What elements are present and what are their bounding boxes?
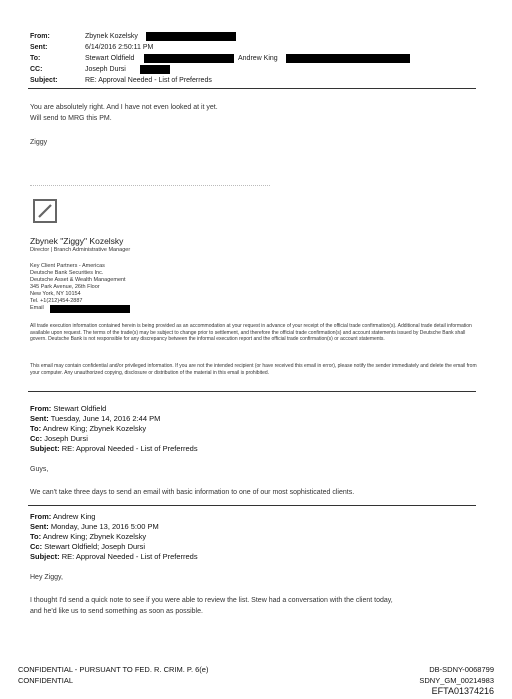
cc-label: Cc: [30, 542, 43, 551]
message-greeting: Guys, [30, 466, 49, 473]
message-divider [28, 505, 476, 506]
reply-line-2: Will send to MRG this PM. [30, 115, 112, 122]
header-divider [28, 88, 476, 89]
message-greeting: Hey Ziggy, [30, 574, 63, 581]
message-body-line-2: and he'd like us to send something as soon as possible. [30, 608, 203, 615]
footer-confidential: CONFIDENTIAL [18, 676, 74, 685]
from-label: From: [30, 404, 52, 413]
subject-label: Subject: [30, 77, 58, 84]
cc-value: Joseph Dursi [44, 434, 88, 443]
from-value: Zbynek Kozelsky [85, 33, 138, 40]
cc-label: CC: [30, 66, 43, 73]
from-value: Andrew King [52, 512, 96, 521]
company-logo-icon [33, 199, 57, 223]
sent-label: Sent: [30, 522, 49, 531]
sent-value: Tuesday, June 14, 2016 2:44 PM [50, 414, 161, 423]
subject-label: Subject: [30, 552, 60, 561]
footer-confidential-notice: CONFIDENTIAL - PURSUANT TO FED. R. CRIM. P. 6(e) [18, 665, 209, 674]
to-value: Stewart Oldfield [85, 55, 135, 62]
signature-name: Zbynek "Ziggy" Kozelsky [30, 236, 124, 246]
to-value-2: Andrew King [238, 55, 278, 62]
signature-line: Deutsche Asset & Wealth Management [30, 277, 126, 283]
subject-value: RE: Approval Needed - List of Preferreds [61, 552, 198, 561]
signature-line: Tel. +1(212)454-2887 [30, 298, 83, 304]
sent-value: 6/14/2016 2:50:11 PM [85, 44, 154, 51]
signature-line: New York, NY 10154 [30, 291, 81, 297]
redaction-box [50, 305, 130, 313]
signature-divider [30, 185, 270, 186]
signature-line: 345 Park Avenue, 26th Floor [30, 284, 100, 290]
signature-line: Deutsche Bank Securities Inc. [30, 270, 104, 276]
subject-value: RE: Approval Needed - List of Preferreds [85, 77, 212, 84]
signature-line: Key Client Partners - Americas [30, 263, 105, 269]
redaction-box [146, 32, 236, 41]
from-value: Stewart Oldfield [53, 404, 107, 413]
subject-label: Subject: [30, 444, 60, 453]
cc-value: Stewart Oldfield; Joseph Dursi [44, 542, 146, 551]
cc-value: Joseph Dursi [85, 66, 126, 73]
to-label: To: [30, 532, 42, 541]
trade-disclaimer: All trade execution information contained herein is being provided as an accommodation at your request in advance of your receipt of the official trade confirmation(s). Additional trade detail information available upon request. The terms of the trade(s) may be subject to change prior to settlement, and therefore the official trade confirmation(s) and account statements issued by Deutsche Bank shall govern. Deutsche Bank is not responsible for any discrepancy between the informal execution report and the official trade confirmation(s) or account statements. [30, 323, 472, 342]
from-label: From: [30, 33, 50, 40]
sent-value: Monday, June 13, 2016 5:00 PM [50, 522, 159, 531]
bates-number-1: DB-SDNY-0068799 [429, 665, 494, 674]
reply-signoff: Ziggy [30, 139, 48, 146]
bates-number-3: EFTA01374216 [431, 686, 494, 696]
subject-value: RE: Approval Needed - List of Preferreds [61, 444, 198, 453]
reply-line-1: You are absolutely right. And I have not even looked at it yet. [30, 104, 218, 111]
to-label: To: [30, 424, 42, 433]
message-body: We can't take three days to send an email with basic information to one of our most sophisticated clients. [30, 489, 355, 496]
from-label: From: [30, 512, 52, 521]
message-divider [28, 391, 476, 392]
sent-label: Sent: [30, 414, 49, 423]
sent-label: Sent: [30, 44, 48, 51]
to-value: Andrew King; Zbynek Kozelsky [42, 532, 147, 541]
signature-title: Director | Branch Administrative Manager [30, 247, 131, 253]
bates-number-2: SDNY_GM_00214983 [419, 676, 494, 685]
cc-label: Cc: [30, 434, 43, 443]
redaction-box [140, 65, 170, 74]
message-body-line-1: I thought I'd send a quick note to see if you were able to review the list. Stew had a conversation with the client today, [30, 597, 393, 604]
redaction-box [144, 54, 234, 63]
redaction-box [286, 54, 410, 63]
to-label: To: [30, 55, 41, 62]
to-value: Andrew King; Zbynek Kozelsky [42, 424, 147, 433]
privacy-disclaimer: This email may contain confidential and/or privileged information. If you are not the intended recipient (or have received this email in error), please notify the sender immediately and delete the email from your computer. Any unauthorized copying, disclosure or distribution of the material in this email is prohibited. [30, 363, 477, 376]
signature-email-label: Email [30, 305, 44, 311]
